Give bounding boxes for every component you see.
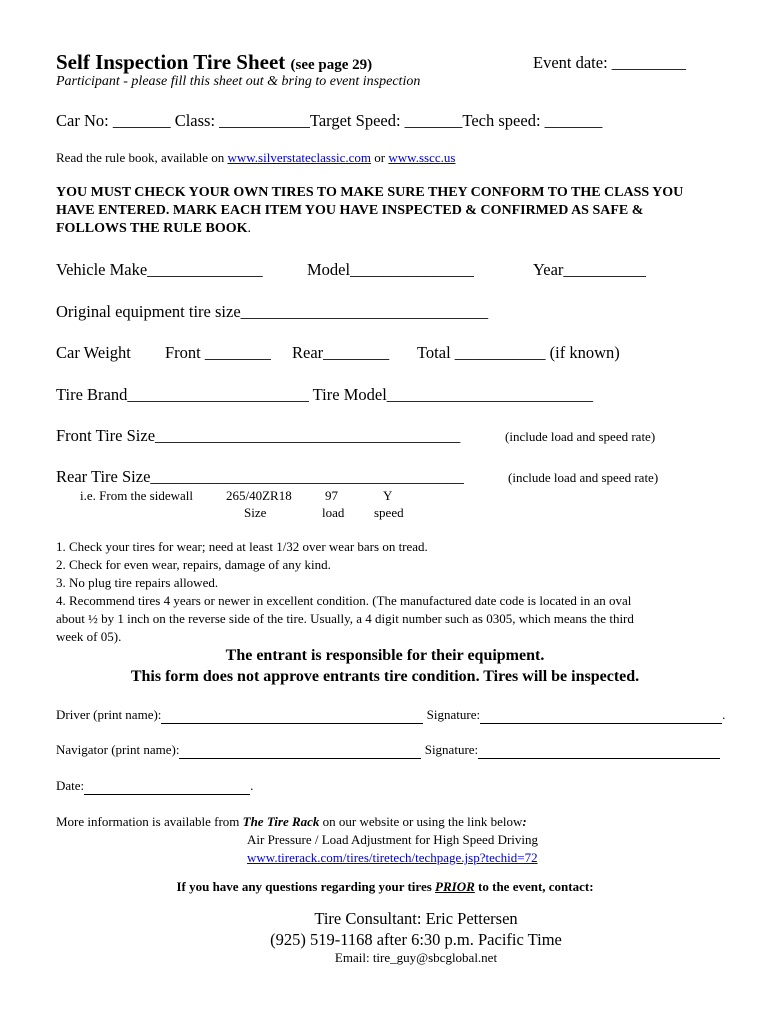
questions-line — [0, 879, 770, 895]
questions-prefix: If you have any questions regarding your tires — [176, 879, 436, 894]
navigator-name-field[interactable] — [179, 742, 421, 759]
tire-brand-model-field[interactable]: Tire Brand______________________ Tire Model_________________________ — [56, 385, 594, 404]
example-lead: i.e. From the sidewall — [80, 488, 194, 503]
checklist — [56, 538, 634, 646]
navigator-label: Navigator (print name): — [56, 742, 180, 757]
front-tire-size-field[interactable]: Front Tire Size_____________________________________ — [56, 426, 461, 445]
navigator-signature-label: Signature: — [424, 742, 479, 757]
info-line — [56, 814, 527, 830]
warning-line-3-period: . — [247, 221, 252, 236]
checklist-item-4-line-3: week of 05). — [56, 629, 122, 644]
front-weight-field[interactable]: Front ________ — [165, 343, 271, 362]
questions-prior: PRIOR — [435, 879, 475, 894]
vehicle-model-field[interactable]: Model_______________ — [307, 260, 474, 279]
warning-line-2: HAVE ENTERED. MARK EACH ITEM YOU HAVE INSPECTED & CONFIRMED AS SAFE & — [56, 203, 644, 218]
title-page-note: (see page 29) — [290, 57, 373, 73]
rulebook-line — [56, 150, 455, 166]
date-period: . — [250, 778, 254, 793]
warning-line-3-text: FOLLOWS THE RULE BOOK — [56, 221, 248, 236]
example-load-value: 97 — [325, 488, 338, 503]
sscc-link[interactable]: www.sscc.us — [388, 150, 456, 165]
form-title — [56, 50, 372, 75]
warning-line-1: YOU MUST CHECK YOUR OWN TIRES TO MAKE SURE THEY CONFORM TO THE CLASS YOU — [56, 185, 684, 200]
example-speed-value: Y — [383, 488, 393, 503]
checklist-item-2: 2. Check for even wear, repairs, damage of any kind. — [56, 557, 331, 572]
driver-signature-label: Signature: — [426, 707, 481, 722]
total-weight-field[interactable]: Total ___________ (if known) — [417, 343, 620, 362]
subtitle: Participant - please fill this sheet out & bring to event inspection — [56, 74, 421, 89]
responsibility-block — [0, 645, 770, 687]
car-info-line[interactable]: Car No: _______ Class: ___________Target Speed: _______Tech speed: _______ — [56, 111, 603, 130]
questions-suffix: to the event, contact: — [474, 879, 594, 894]
info-suffix: on our website or using the link below — [319, 814, 523, 829]
warning-block — [56, 184, 683, 238]
info-prefix: More information is available from — [56, 814, 243, 829]
title-text: Self Inspection Tire Sheet — [56, 50, 286, 74]
event-date-field[interactable]: Event date: _________ — [533, 53, 687, 72]
tirerack-link[interactable]: www.tirerack.com/tires/tiretech/techpage.jsp?techid=72 — [247, 850, 538, 865]
date-field[interactable] — [84, 778, 250, 795]
consultant-phone: (925) 519-1168 after 6:30 p.m. Pacific Time — [270, 930, 562, 949]
consultant-email[interactable]: Email: tire_guy@sbcglobal.net — [334, 950, 498, 965]
date-label: Date: — [56, 778, 85, 793]
driver-name-field[interactable] — [161, 707, 423, 724]
vehicle-make-field[interactable]: Vehicle Make______________ — [56, 260, 263, 279]
checklist-item-3: 3. No plug tire repairs allowed. — [56, 575, 219, 590]
oe-tire-size-field[interactable]: Original equipment tire size______________________________ — [56, 302, 489, 321]
warning-line-3 — [56, 220, 683, 238]
responsibility-line-2: This form does not approve entrants tire condition. Tires will be inspected. — [130, 668, 640, 685]
checklist-item-4-line-1: 4. Recommend tires 4 years or newer in excellent condition. (The manufactured date code is located in an oval — [56, 593, 632, 608]
rulebook-prefix: Read the rule book, available on — [56, 150, 228, 165]
tire-rack-name: The Tire Rack — [242, 814, 320, 829]
example-size-value: 265/40ZR18 — [226, 488, 292, 503]
car-weight-label: Car Weight — [56, 343, 131, 362]
consultant-name: Tire Consultant: Eric Pettersen — [314, 909, 518, 928]
info-colon: : — [522, 814, 527, 829]
driver-signature-field[interactable] — [480, 707, 722, 724]
responsibility-line-1: The entrant is responsible for their equipment. — [225, 647, 545, 664]
driver-label: Driver (print name): — [56, 707, 162, 722]
rear-tire-size-field[interactable]: Rear Tire Size______________________________________ — [56, 467, 464, 486]
example-size-label: Size — [244, 505, 267, 520]
date-row — [56, 778, 253, 795]
silverstateclassic-link[interactable]: www.silverstateclassic.com — [227, 150, 372, 165]
example-load-label: load — [322, 505, 345, 520]
example-speed-label: speed — [374, 505, 404, 520]
driver-row: Driver (print name): Signature: . — [56, 707, 726, 722]
rear-size-note: (include load and speed rate) — [508, 470, 659, 485]
contact-block — [0, 908, 770, 950]
front-size-note: (include load and speed rate) — [505, 429, 656, 444]
rear-weight-field[interactable]: Rear________ — [292, 343, 390, 362]
rulebook-or: or — [371, 150, 389, 165]
article-title: Air Pressure / Load Adjustment for High Speed Driving — [247, 832, 539, 847]
navigator-row — [56, 742, 720, 759]
checklist-item-4-line-2: about ½ by 1 inch on the reverse side of the tire. Usually, a 4 digit number such as 0305, which means the third — [56, 611, 634, 626]
vehicle-year-field[interactable]: Year__________ — [533, 260, 646, 279]
checklist-item-1: 1. Check your tires for wear; need at least 1/32 over wear bars on tread. — [56, 539, 428, 554]
navigator-signature-field[interactable] — [478, 742, 720, 759]
